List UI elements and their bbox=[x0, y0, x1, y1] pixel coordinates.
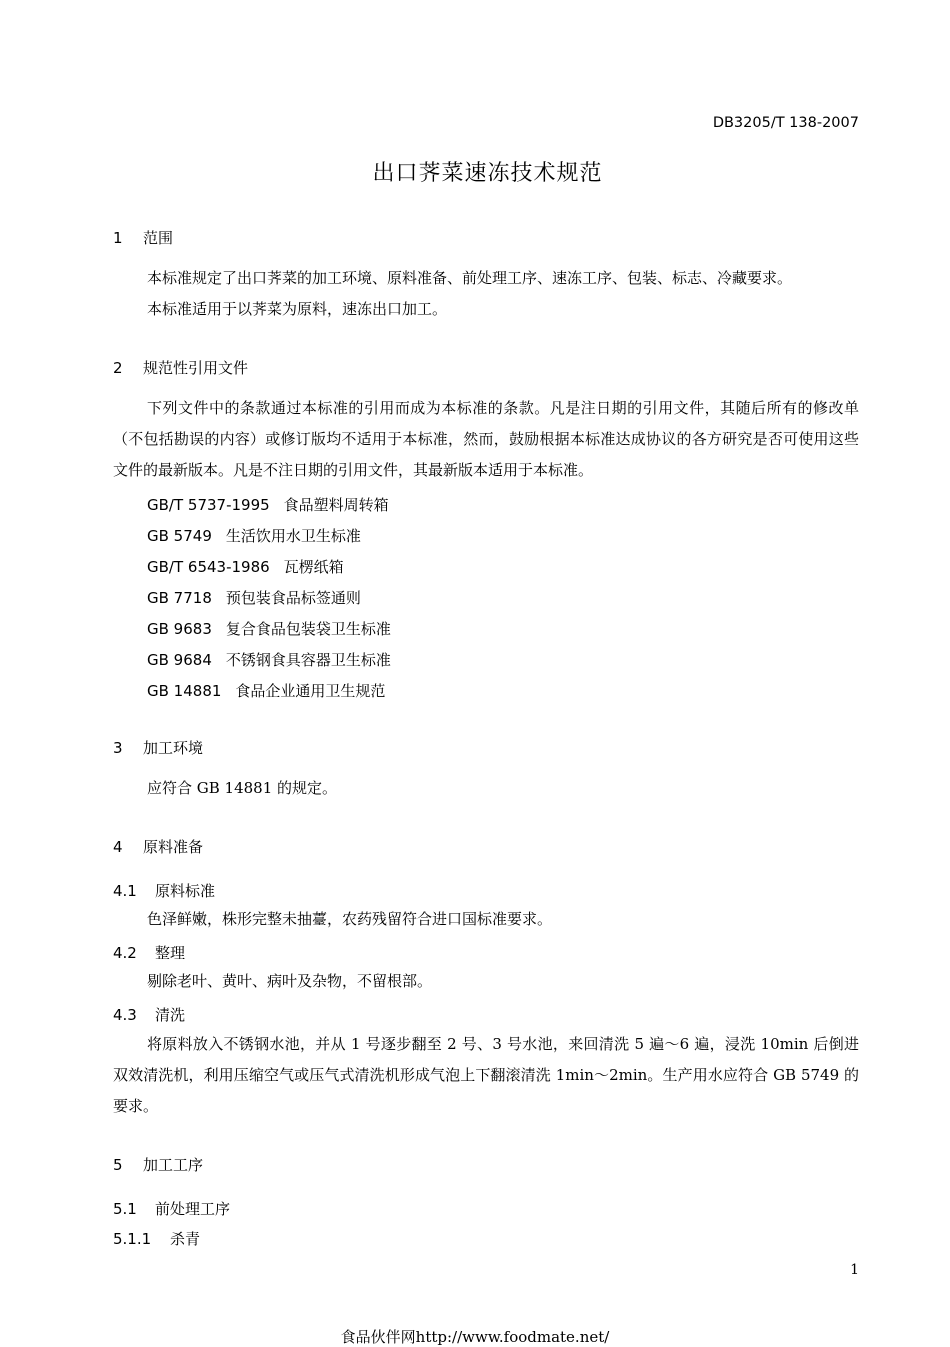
reference-code: GB 7718 bbox=[147, 589, 212, 607]
section-4-1-heading bbox=[113, 880, 215, 901]
section-title: 整理 bbox=[155, 944, 186, 962]
page-number: 1 bbox=[850, 1262, 859, 1278]
section-title: 规范性引用文件 bbox=[143, 359, 249, 377]
reference-item bbox=[147, 525, 361, 546]
section-number: 5 bbox=[113, 1156, 123, 1174]
section-number: 4.1 bbox=[113, 882, 137, 900]
reference-code: GB 9684 bbox=[147, 651, 212, 669]
reference-code: GB 14881 bbox=[147, 682, 222, 700]
section-number: 5.1 bbox=[113, 1200, 137, 1218]
reference-item bbox=[147, 556, 344, 577]
section-title: 原料标准 bbox=[155, 882, 216, 900]
standard-code: DB3205/T 138-2007 bbox=[712, 115, 859, 131]
section-number: 1 bbox=[113, 229, 123, 247]
section-number: 5.1.1 bbox=[113, 1230, 152, 1248]
reference-title: 瓦楞纸箱 bbox=[283, 558, 344, 576]
section-5-1-1-heading bbox=[113, 1228, 200, 1249]
section-2-heading bbox=[113, 357, 248, 378]
section-1-heading bbox=[113, 227, 173, 248]
section-title: 清洗 bbox=[155, 1006, 186, 1024]
reference-code: GB/T 5737-1995 bbox=[147, 496, 270, 514]
scope-paragraph-2: 本标准适用于以荠菜为原料，速冻出口加工。 bbox=[147, 300, 448, 318]
section-title: 原料准备 bbox=[143, 838, 204, 856]
section-3-heading bbox=[113, 737, 203, 758]
section-number: 3 bbox=[113, 739, 123, 757]
reference-item bbox=[147, 494, 389, 515]
section-4-heading bbox=[113, 836, 203, 857]
normative-references-paragraph: 下列文件中的条款通过本标准的引用而成为本标准的条款。凡是注日期的引用文件，其随后所有的修改单（不包括勘误的内容）或修订版均不适用于本标准，然而，鼓励根据本标准达成协议的各方研究是否可使用这些文件的最新版本。凡是不注日期的引用文件，其最新版本适用于本标准。 bbox=[113, 399, 859, 479]
section-number: 4.3 bbox=[113, 1006, 137, 1024]
section-4-2-heading bbox=[113, 942, 185, 963]
environment-paragraph: 应符合 GB 14881 的规定。 bbox=[147, 779, 338, 797]
reference-title: 食品企业通用卫生规范 bbox=[235, 682, 386, 700]
section-5-1-heading bbox=[113, 1198, 230, 1219]
reference-code: GB 9683 bbox=[147, 620, 212, 638]
document-title: 出口荠菜速冻技术规范 bbox=[372, 161, 603, 186]
raw-material-standard-paragraph: 色泽鲜嫩，株形完整未抽薹，农药残留符合进口国标准要求。 bbox=[147, 910, 553, 928]
sorting-paragraph: 剔除老叶、黄叶、病叶及杂物，不留根部。 bbox=[147, 972, 433, 990]
scope-paragraph-1: 本标准规定了出口荠菜的加工环境、原料准备、前处理工序、速冻工序、包装、标志、冷藏要求。 bbox=[147, 269, 793, 287]
reference-title: 不锈钢食具容器卫生标准 bbox=[225, 651, 391, 669]
section-4-3-heading bbox=[113, 1004, 185, 1025]
section-number: 4 bbox=[113, 838, 123, 856]
reference-item bbox=[147, 587, 361, 608]
section-number: 4.2 bbox=[113, 944, 137, 962]
reference-item bbox=[147, 680, 385, 701]
section-title: 加工工序 bbox=[143, 1156, 204, 1174]
reference-title: 复合食品包装袋卫生标准 bbox=[225, 620, 391, 638]
reference-title: 预包装食品标签通则 bbox=[225, 589, 361, 607]
washing-paragraph: 将原料放入不锈钢水池，并从 1 号逐步翻至 2 号、3 号水池，来回清洗 5 遍～6 遍，浸洗 10min 后倒进双效清洗机，利用压缩空气或压气式清洗机形成气泡上下翻滚清洗 1min～2min。生产用水应符合 GB 5749 的要求。 bbox=[113, 1035, 859, 1115]
section-title: 范围 bbox=[143, 229, 174, 247]
reference-title: 食品塑料周转箱 bbox=[283, 496, 389, 514]
section-title: 杀青 bbox=[170, 1230, 201, 1248]
reference-item bbox=[147, 649, 391, 670]
reference-code: GB 5749 bbox=[147, 527, 212, 545]
section-number: 2 bbox=[113, 359, 123, 377]
section-5-heading bbox=[113, 1154, 203, 1175]
section-title: 加工环境 bbox=[143, 739, 204, 757]
footer-watermark-link[interactable]: 食品伙伴网http://www.foodmate.net/ bbox=[340, 1328, 610, 1346]
section-title: 前处理工序 bbox=[155, 1200, 231, 1218]
reference-title: 生活饮用水卫生标准 bbox=[225, 527, 361, 545]
reference-code: GB/T 6543-1986 bbox=[147, 558, 270, 576]
reference-item bbox=[147, 618, 391, 639]
